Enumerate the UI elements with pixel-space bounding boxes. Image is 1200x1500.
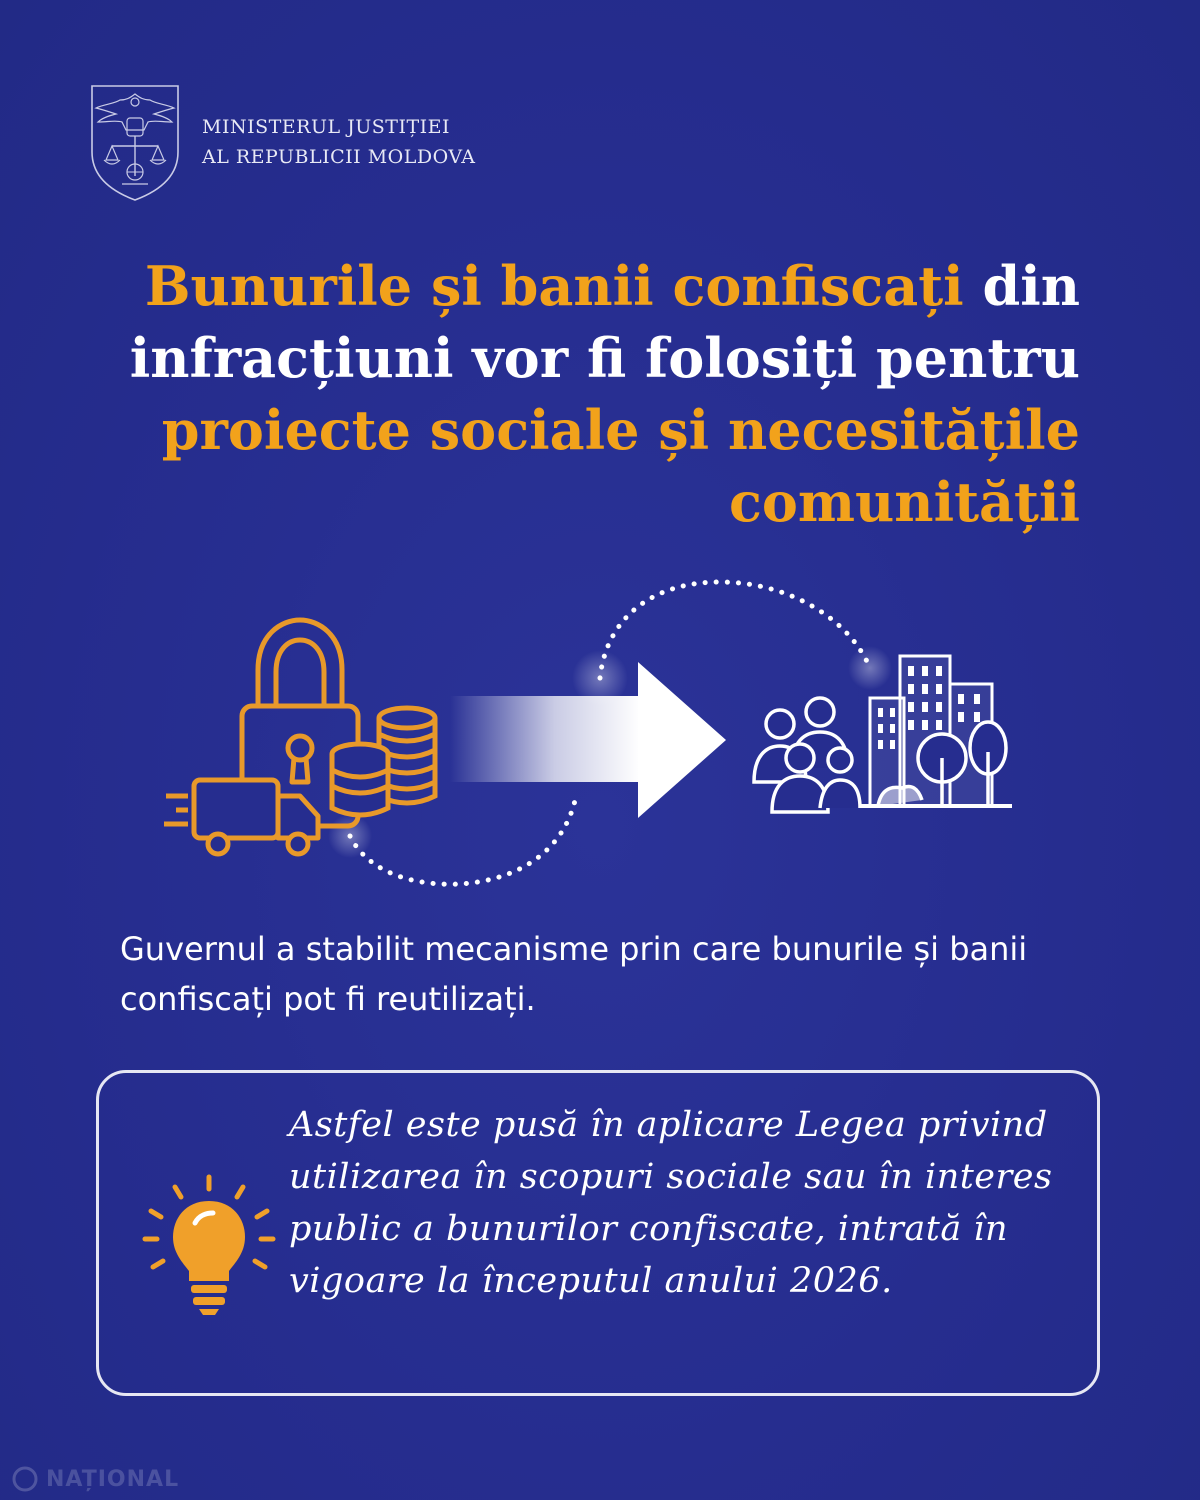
info-box [96,1070,1100,1396]
page-title [80,250,1080,538]
info-text: Astfel este pusă în aplicare Legea privind utilizarea în scopuri sociale sau în interes public a bunurilor confiscate, intrată în vigoare la începutul anului 2026. [289,1105,1053,1301]
ministry-name [202,112,475,172]
illustration [160,560,1040,900]
headline-middle: din infracțiuni vor fi folosiți pentru [129,254,1080,390]
body-text: Guvernul a stabilit mecanisme prin care bunurile și banii confiscați pot fi reutilizați. [120,930,1028,1018]
dotted-arc-top [600,582,870,678]
people-group-icon [754,698,860,812]
watermark [12,1466,179,1492]
moldova-coat-of-arms-icon [86,80,184,204]
watermark-logo-icon [12,1466,38,1492]
truck-icon [164,780,318,854]
ministry-name-line1: MINISTERUL JUSTIȚIEI [202,116,451,138]
ministry-name-line2: AL REPUBLICII MOLDOVA [202,146,476,168]
watermark-text: NAȚIONAL [46,1466,180,1492]
lightbulb-icon [139,1171,279,1321]
headline-highlight-1: Bunurile și banii confiscați [144,254,964,318]
header [86,80,475,204]
headline-highlight-2: proiecte sociale și necesitățile comunității [161,398,1080,534]
coin-stack-icon [332,708,435,815]
